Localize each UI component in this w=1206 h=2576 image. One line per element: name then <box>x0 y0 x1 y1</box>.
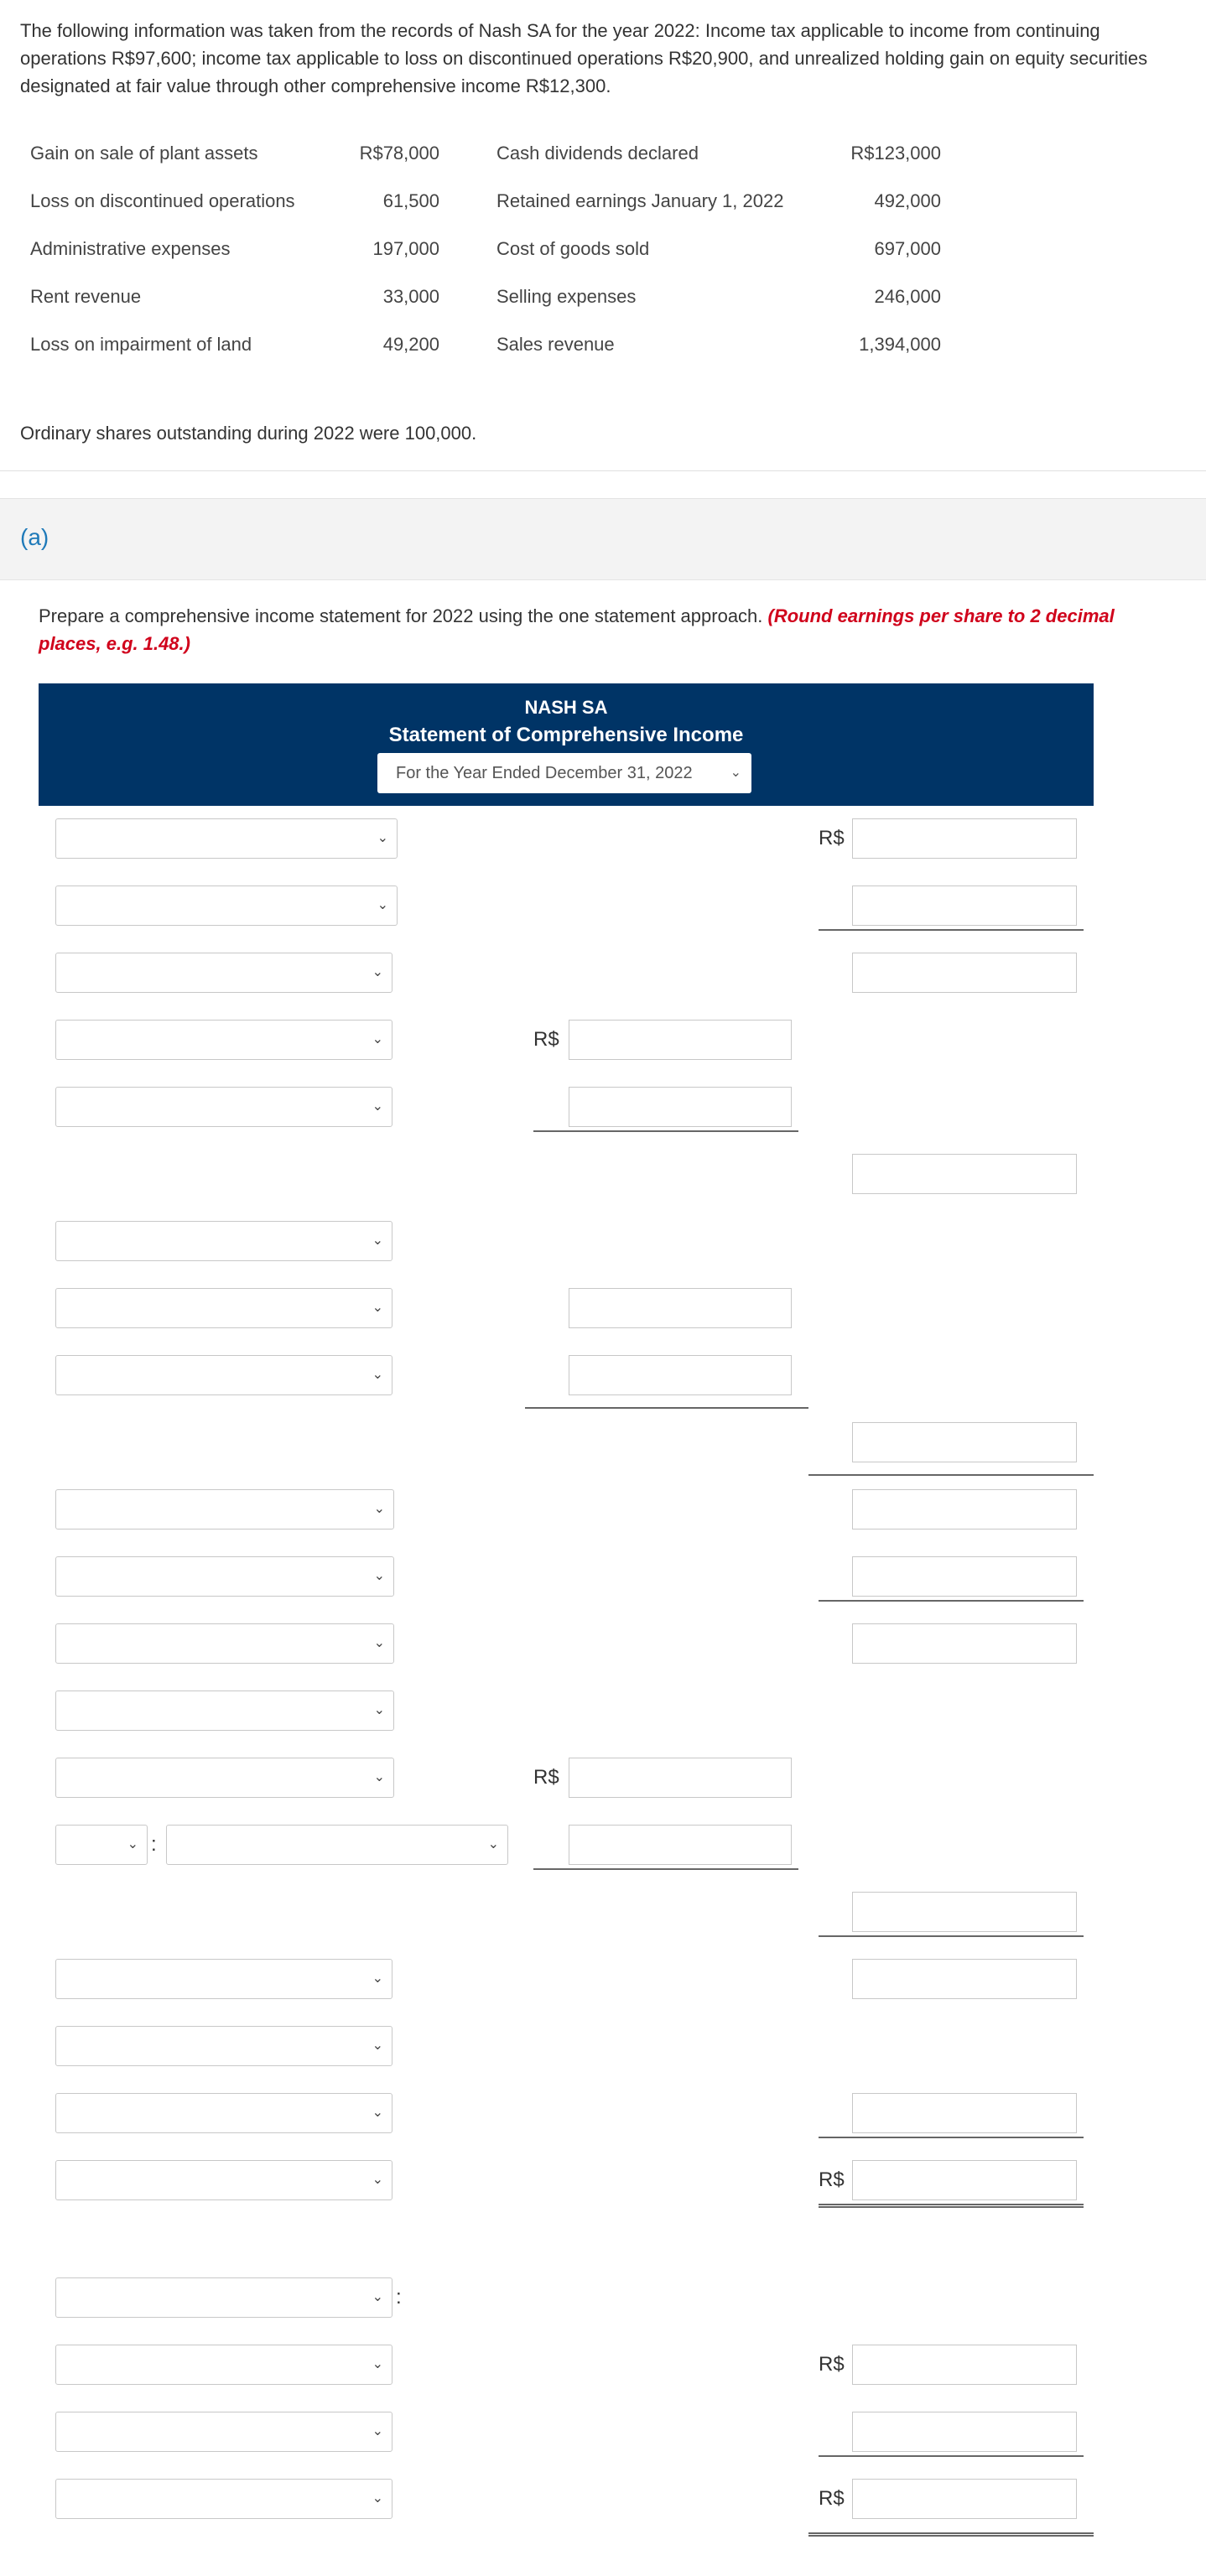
statement-title: Statement of Comprehensive Income <box>388 724 744 746</box>
amount-input-right[interactable] <box>852 1489 1077 1530</box>
total-double-line <box>808 2532 1094 2537</box>
given-label: Loss on impairment of land <box>30 334 252 355</box>
given-label: Rent revenue <box>30 286 142 307</box>
account-select[interactable] <box>55 2412 392 2452</box>
subtotal-line <box>819 1600 1084 1602</box>
account-select[interactable] <box>166 1825 508 1865</box>
amount-input-right[interactable] <box>852 2160 1077 2200</box>
chevron-down-icon: ⌄ <box>373 1703 385 1717</box>
problem-card <box>0 0 1206 471</box>
amount-input-right[interactable] <box>852 886 1077 926</box>
subtotal-line <box>819 2137 1084 2138</box>
chevron-down-icon: ⌄ <box>372 1368 383 1382</box>
account-select[interactable] <box>55 1690 394 1731</box>
chevron-down-icon: ⌄ <box>372 1301 383 1315</box>
account-select[interactable] <box>55 886 398 926</box>
subtotal-line <box>533 1868 798 1870</box>
account-select[interactable] <box>55 1355 392 1395</box>
problem-intro: The following information was taken from the records of Nash SA for the year 2022: Income tax applicable to income from continuing operations R$97,600; income tax applicable to loss on discontinued operations R$20,900, and unrealized holding gain on equity securities designated at fair value through other comprehensive income R$12,300. <box>20 20 1148 96</box>
currency-symbol: R$ <box>533 1766 559 1789</box>
instructions-main: Prepare a comprehensive income statement for 2022 using the one statement approach. <box>39 605 763 626</box>
statement-header <box>39 683 1094 806</box>
amount-input-right[interactable] <box>852 1556 1077 1597</box>
given-value: 197,000 <box>372 238 439 259</box>
amount-input-right[interactable] <box>852 818 1077 859</box>
colon-separator: : <box>151 1833 157 1856</box>
chevron-down-icon: ⌄ <box>372 965 383 979</box>
account-select[interactable] <box>55 1288 392 1328</box>
account-select[interactable] <box>55 2277 392 2318</box>
amount-input-right[interactable] <box>852 2093 1077 2133</box>
account-select[interactable] <box>55 2093 392 2133</box>
chevron-down-icon: ⌄ <box>373 1569 385 1583</box>
rounding-note: (Round earnings per share to 2 decimal places, e.g. 1.48.) <box>39 605 1115 654</box>
account-select[interactable] <box>55 1221 392 1261</box>
amount-input-right[interactable] <box>852 1623 1077 1664</box>
given-value: 697,000 <box>874 238 941 259</box>
account-select[interactable] <box>55 1959 392 1999</box>
given-label: Cost of goods sold <box>496 238 650 259</box>
chevron-down-icon: ⌄ <box>377 831 388 845</box>
colon-separator: : <box>396 2286 402 2309</box>
account-select[interactable] <box>55 1556 394 1597</box>
chevron-down-icon: ⌄ <box>127 1837 138 1852</box>
account-select[interactable] <box>55 1020 392 1060</box>
amount-input-middle[interactable] <box>569 1825 792 1865</box>
account-select[interactable] <box>55 953 392 993</box>
account-select[interactable] <box>55 1758 394 1798</box>
amount-input-middle[interactable] <box>569 1087 792 1127</box>
account-select[interactable] <box>55 2345 392 2385</box>
amount-input-right[interactable] <box>852 2479 1077 2519</box>
given-value: 492,000 <box>874 190 941 211</box>
amount-input-right[interactable] <box>852 1892 1077 1932</box>
given-label: Retained earnings January 1, 2022 <box>496 190 784 211</box>
amount-input-middle[interactable] <box>569 1355 792 1395</box>
given-value: 1,394,000 <box>859 334 941 355</box>
given-value: R$123,000 <box>850 143 941 164</box>
account-select[interactable] <box>55 1087 392 1127</box>
account-select[interactable] <box>55 1489 394 1530</box>
chevron-down-icon: ⌄ <box>372 2173 383 2187</box>
period-select-value: For the Year Ended December 31, 2022 <box>396 764 693 782</box>
amount-input-right[interactable] <box>852 2412 1077 2452</box>
currency-symbol: R$ <box>533 1028 559 1051</box>
currency-symbol: R$ <box>819 827 845 849</box>
amount-input-middle[interactable] <box>569 1758 792 1798</box>
part-header <box>0 498 1206 580</box>
given-label: Administrative expenses <box>30 238 231 259</box>
account-select[interactable] <box>55 2479 392 2519</box>
chevron-down-icon: ⌄ <box>372 1032 383 1046</box>
shares-outstanding-text: Ordinary shares outstanding during 2022 were 100,000. <box>20 423 477 444</box>
chevron-down-icon: ⌄ <box>730 766 741 780</box>
instructions <box>39 602 1154 657</box>
given-value: 61,500 <box>382 190 439 211</box>
chevron-down-icon: ⌄ <box>487 1837 499 1852</box>
chevron-down-icon: ⌄ <box>372 2038 383 2053</box>
subtotal-line <box>819 2455 1084 2457</box>
amount-input-right[interactable] <box>852 1422 1077 1462</box>
amount-input-right[interactable] <box>852 1154 1077 1194</box>
total-double-line <box>819 2204 1084 2208</box>
given-label: Loss on discontinued operations <box>30 190 295 211</box>
per-share-prefix-select[interactable] <box>55 1825 148 1865</box>
part-label: (a) <box>20 524 49 550</box>
subtotal-line <box>525 1407 808 1409</box>
amount-input-right[interactable] <box>852 953 1077 993</box>
amount-input-middle[interactable] <box>569 1020 792 1060</box>
account-select[interactable] <box>55 1623 394 1664</box>
chevron-down-icon: ⌄ <box>372 2424 383 2438</box>
chevron-down-icon: ⌄ <box>372 1971 383 1986</box>
given-value: R$78,000 <box>359 143 439 164</box>
account-select[interactable] <box>55 2160 392 2200</box>
chevron-down-icon: ⌄ <box>373 1502 385 1516</box>
given-label: Sales revenue <box>496 334 615 355</box>
chevron-down-icon: ⌄ <box>372 2290 383 2304</box>
amount-input-right[interactable] <box>852 1959 1077 1999</box>
given-value: 33,000 <box>382 286 439 307</box>
subtotal-line <box>819 1935 1084 1937</box>
chevron-down-icon: ⌄ <box>373 1770 385 1784</box>
account-select[interactable] <box>55 818 398 859</box>
company-name: NASH SA <box>524 697 608 718</box>
amount-input-middle[interactable] <box>569 1288 792 1328</box>
chevron-down-icon: ⌄ <box>372 2106 383 2120</box>
currency-symbol: R$ <box>819 2487 845 2510</box>
given-value: 246,000 <box>874 286 941 307</box>
chevron-down-icon: ⌄ <box>373 1636 385 1650</box>
chevron-down-icon: ⌄ <box>377 898 388 912</box>
given-label: Selling expenses <box>496 286 637 307</box>
subtotal-line <box>819 929 1084 931</box>
given-label: Gain on sale of plant assets <box>30 143 258 164</box>
given-label: Cash dividends declared <box>496 143 699 164</box>
subtotal-line <box>533 1130 798 1132</box>
currency-symbol: R$ <box>819 2168 845 2191</box>
chevron-down-icon: ⌄ <box>372 1233 383 1248</box>
amount-input-right[interactable] <box>852 2345 1077 2385</box>
subtotal-line <box>808 1474 1094 1476</box>
given-value: 49,200 <box>382 334 439 355</box>
currency-symbol: R$ <box>819 2353 845 2376</box>
chevron-down-icon: ⌄ <box>372 1099 383 1114</box>
period-select[interactable] <box>377 753 751 793</box>
chevron-down-icon: ⌄ <box>372 2357 383 2371</box>
chevron-down-icon: ⌄ <box>372 2491 383 2506</box>
account-select[interactable] <box>55 2026 392 2066</box>
